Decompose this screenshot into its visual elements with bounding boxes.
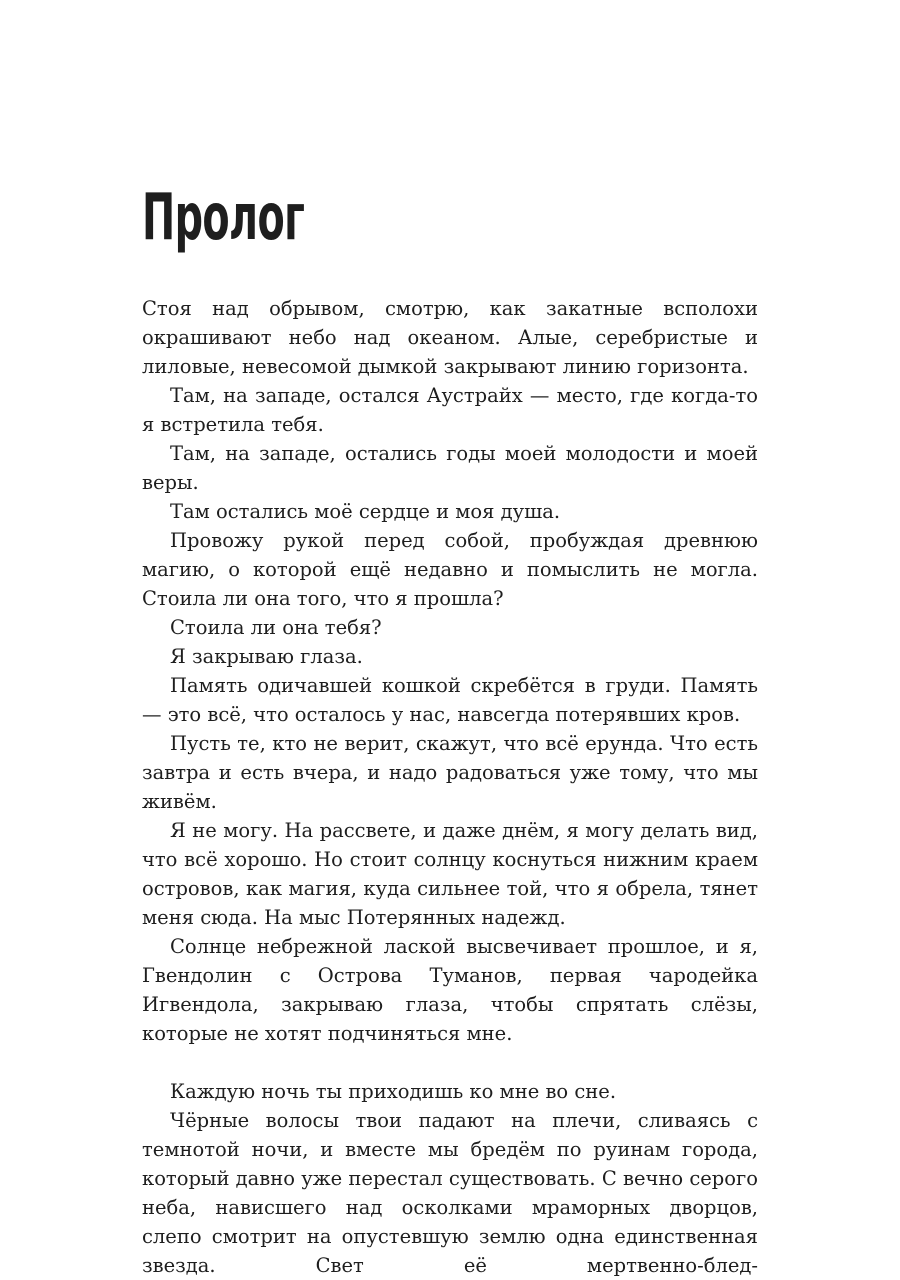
section-break [142, 1048, 758, 1077]
paragraph: Я не могу. На рассвете, и даже днём, я могу делать вид, что всё хорошо. Но стоит солнцу коснуться нижним краем островов, как магия, куда сильнее той, что я обрела, тянет меня сюда. На мыс Потерянных надежд. [142, 819, 758, 929]
paragraph: Пусть те, кто не верит, скажут, что всё ерунда. Что есть завтра и есть вчера, и надо радоваться уже тому, что мы живём. [142, 732, 758, 813]
paragraph: Солнце небрежной лаской высвечивает прошлое, и я, Гвендолин с Острова Туманов, первая чародейка Игвендола, закрываю глаза, чтобы спрятать слёзы, которые не хотят подчиняться мне. [142, 935, 758, 1045]
paragraph: Там, на западе, остались годы моей молодости и моей веры. [142, 442, 758, 494]
paragraph: Каждую ночь ты приходишь ко мне во сне. [170, 1080, 617, 1103]
paragraph: Стоя над обрывом, смотрю, как закатные всполохи окрашивают небо над океаном. Алые, серебристые и лиловые, невесомой дымкой закрывают линию горизонта. [142, 297, 758, 378]
paragraph: Провожу рукой перед собой, пробуждая древнюю магию, о которой ещё недавно и помыслить не могла. Стоила ли она того, что я прошла? [142, 529, 758, 610]
paragraph: Там остались моё сердце и моя душа. [170, 500, 561, 523]
paragraph: Там, на западе, остался Аустрайх — место, где когда-то я встретила тебя. [142, 384, 758, 436]
chapter-body [142, 294, 758, 1280]
paragraph: Стоила ли она тебя? [170, 616, 382, 639]
chapter-title: Пролог [142, 181, 305, 255]
paragraph: Память одичавшей кошкой скребётся в груди. Память — это всё, что осталось у нас, навсегда потерявших кров. [142, 674, 758, 726]
paragraph: Я закрываю глаза. [170, 645, 363, 668]
paragraph: Чёрные волосы твои падают на плечи, сливаясь с темнотой ночи, и вместе мы бредём по руинам города, который давно уже перестал существовать. С вечно серого неба, нависшего над осколками мраморных дворцов, слепо смотрит на опустевшую землю одна единственная звезда. Свет её мертвенно-блед- [142, 1109, 758, 1277]
